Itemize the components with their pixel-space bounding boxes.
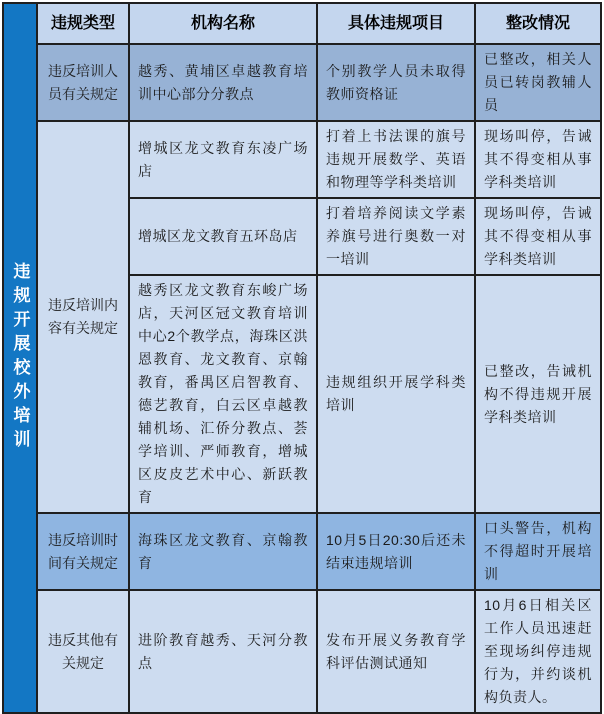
cell-violation-item: 10月5日20:30后还未结束违规培训 xyxy=(317,513,475,590)
cell-rectification: 已整改，相关人员已转岗教辅人员 xyxy=(475,44,601,121)
cell-institution: 进阶教育越秀、天河分教点 xyxy=(129,590,317,713)
cell-rectification: 口头警告，机构不得超时开展培训 xyxy=(475,513,601,590)
cell-violation-item: 打着上书法课的旗号违规开展数学、英语和物理等学科类培训 xyxy=(317,121,475,198)
cell-rectification: 已整改，告诫机构不得违规开展学科类培训 xyxy=(475,275,601,513)
cell-violation-type: 违反培训人员有关规定 xyxy=(37,44,129,121)
violations-table xyxy=(2,2,602,714)
cell-violation-item: 个别教学人员未取得教师资格证 xyxy=(317,44,475,121)
cell-institution: 海珠区龙文教育、京翰教育 xyxy=(129,513,317,590)
table-row xyxy=(37,513,601,590)
cell-institution: 越秀区龙文教育东峻广场店，天河区冠文教育培训中心2个教学点，海珠区洪恩教育、龙文教育、京翰教育，番禺区启智教育、德艺教育，白云区卓越教辅机场、汇侨分教点、荟学培训、严师教育，增城区皮皮艺术中心、新跃教育 xyxy=(129,275,317,513)
cell-rectification: 10月6日相关区工作人员迅速赶至现场纠停违规行为，并约谈机构负责人。 xyxy=(475,590,601,713)
col-header-violation-type: 违规类型 xyxy=(37,3,129,44)
side-label-text: 违规开展校外培训 xyxy=(10,262,30,454)
col-header-institution: 机构名称 xyxy=(129,3,317,44)
cell-violation-item: 发布开展义务教育学科评估测试通知 xyxy=(317,590,475,713)
cell-institution: 增城区龙文教育五环岛店 xyxy=(129,198,317,275)
cell-violation-item: 打着培养阅读文学素养旗号进行奥数一对一培训 xyxy=(317,198,475,275)
cell-institution: 增城区龙文教育东凌广场店 xyxy=(129,121,317,198)
cell-violation-type: 违反培训内容有关规定 xyxy=(37,121,129,513)
header-row xyxy=(37,3,601,44)
cell-rectification: 现场叫停，告诫其不得变相从事学科类培训 xyxy=(475,121,601,198)
category-side-label xyxy=(2,2,36,714)
cell-violation-type: 违反其他有关规定 xyxy=(37,590,129,713)
table-row xyxy=(37,44,601,121)
cell-rectification: 现场叫停，告诫其不得变相从事学科类培训 xyxy=(475,198,601,275)
data-table xyxy=(36,2,602,714)
table-row xyxy=(37,590,601,713)
cell-institution: 越秀、黄埔区卓越教育培训中心部分分教点 xyxy=(129,44,317,121)
col-header-violation-item: 具体违规项目 xyxy=(317,3,475,44)
cell-violation-item: 违规组织开展学科类培训 xyxy=(317,275,475,513)
cell-violation-type: 违反培训时间有关规定 xyxy=(37,513,129,590)
table-row xyxy=(37,121,601,198)
col-header-rectification: 整改情况 xyxy=(475,3,601,44)
